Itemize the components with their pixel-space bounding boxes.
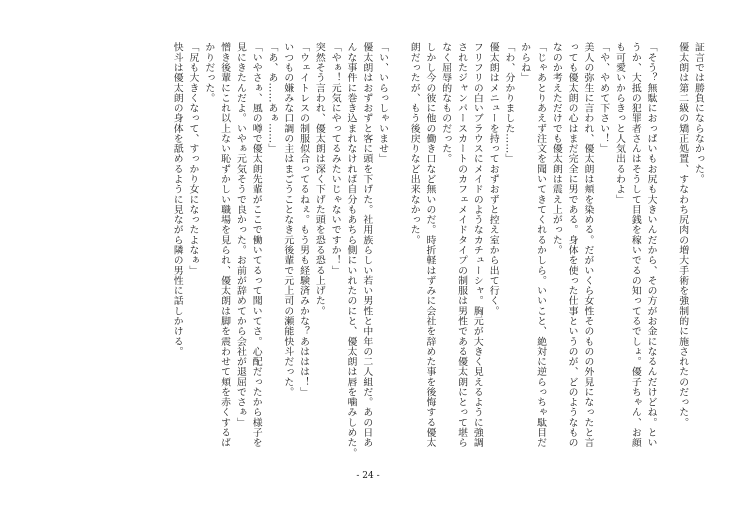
text-column: うか、大抵の犯罪者さんはそうして目銭を稼いでるの知ってるでしょ。優子ちゃん、お顔 (629, 42, 641, 448)
text-column: なのか考えただけでも優太朗は震え上がった。 (550, 42, 562, 255)
text-column: されたジャンパースカートのカフェメイドタイプの制服は男性である優太朗にとって堪ら (456, 42, 468, 448)
text-column: んな事件に巻き込まれなければ自分もあちら側にいれたのにと、優太朗は唇を噛みしめた。 (345, 42, 357, 458)
text-column: 「や、やめて下さい！」 (598, 42, 610, 154)
text-column: 快斗は優太朗の身体を舐めるように見ながら隣の男性に話しかける。 (171, 42, 183, 357)
text-column: いつもの嫌みな口調の主はまごうことなき元後輩で元上司の瀬能快斗だった。 (282, 42, 294, 397)
text-column: しかし今の彼に他の働き口など無いのだ。時折軽はずみに会社を辞めた事を後悔する優太 (424, 42, 436, 448)
page-number: - 24 - (356, 471, 380, 481)
text-column: 「い、いらっしゃいませ」 (377, 42, 389, 164)
text-column: 証言では勝負にならなかった。 (693, 42, 704, 184)
text-column: 「あ、あ……あぁ……」 (266, 42, 278, 154)
text-column: 朗だったが、もう後戻りなど出来なかった。 (408, 42, 420, 245)
text-column: 優太朗はメニューを持っておずおずと控え室から出て行く。 (487, 42, 499, 316)
text-column: 「尻も大きくなって、すっかり女になったよなぁ」 (187, 42, 199, 276)
vertical-text-body (40, 42, 706, 460)
text-column: っても優太朗の心はまだ完全に男である。身体を使った仕事というのが、どのようなもの (566, 42, 578, 448)
text-column: 美人の弥生に言われ、優太朗は頬を染める。だがいくら女性そのものの外見になったと言 (582, 42, 594, 448)
text-column: 突然そう言われ、優太朗は深く下げた頭を恐る恐る上げた。 (313, 42, 325, 316)
text-column: なく屈辱的なものだった。 (440, 42, 452, 164)
text-column: からね」 (519, 42, 531, 83)
text-column: 「そう？無駄におっぱいもお尻も大きいんだから、その方がお金になるんだけどね。とい (645, 42, 657, 448)
text-column: 「ウェイトレスの制服似合ってるねぇ。もう男も経験済みかな？あははは！」 (298, 42, 310, 397)
text-column: 優太朗はおずおずと客に頭を下げた。社用族らしい若い男性と中年の二人組だ。あの日あ (361, 42, 373, 448)
text-column: フリフリの白いブラウスにメイドのようなカチューシャ。胸元が大きく見えるように強調 (471, 42, 483, 448)
text-column: も可愛いからきっと人気出るわよ」 (614, 42, 626, 205)
text-column: 「いやさぁ、風の噂で優太朗先輩がここで働いてるって聞いてさ。心配だったから様子を (250, 42, 262, 448)
text-column: 「わ、分かりました……」 (503, 42, 515, 164)
text-column: 優太朗は第二級の矯正処置、すなわち尻肉の増大手術を強制的に施されたのだった。 (677, 42, 689, 428)
text-column: かりだった。 (203, 42, 215, 103)
text-column: 憎き後輩にこれ以上ない恥ずかしい職場を見られ、優太朗は脚を震わせて頬を赤くするば (219, 42, 231, 448)
blank-column (659, 42, 675, 460)
text-column: 「やぁ！元気にやってるみたいじゃないですか！」 (329, 42, 341, 276)
text-column: 見にきたんだよ。いやぁ元気そうで良かった。お前が辞めてから会社が退屈でさぁ」 (234, 42, 246, 428)
text-column: 「じゃあとりあえず注文を聞いてきてくれるかしら。いいこと、絶対に逆らっちゃ駄目だ (535, 42, 547, 448)
blank-column (390, 42, 406, 460)
